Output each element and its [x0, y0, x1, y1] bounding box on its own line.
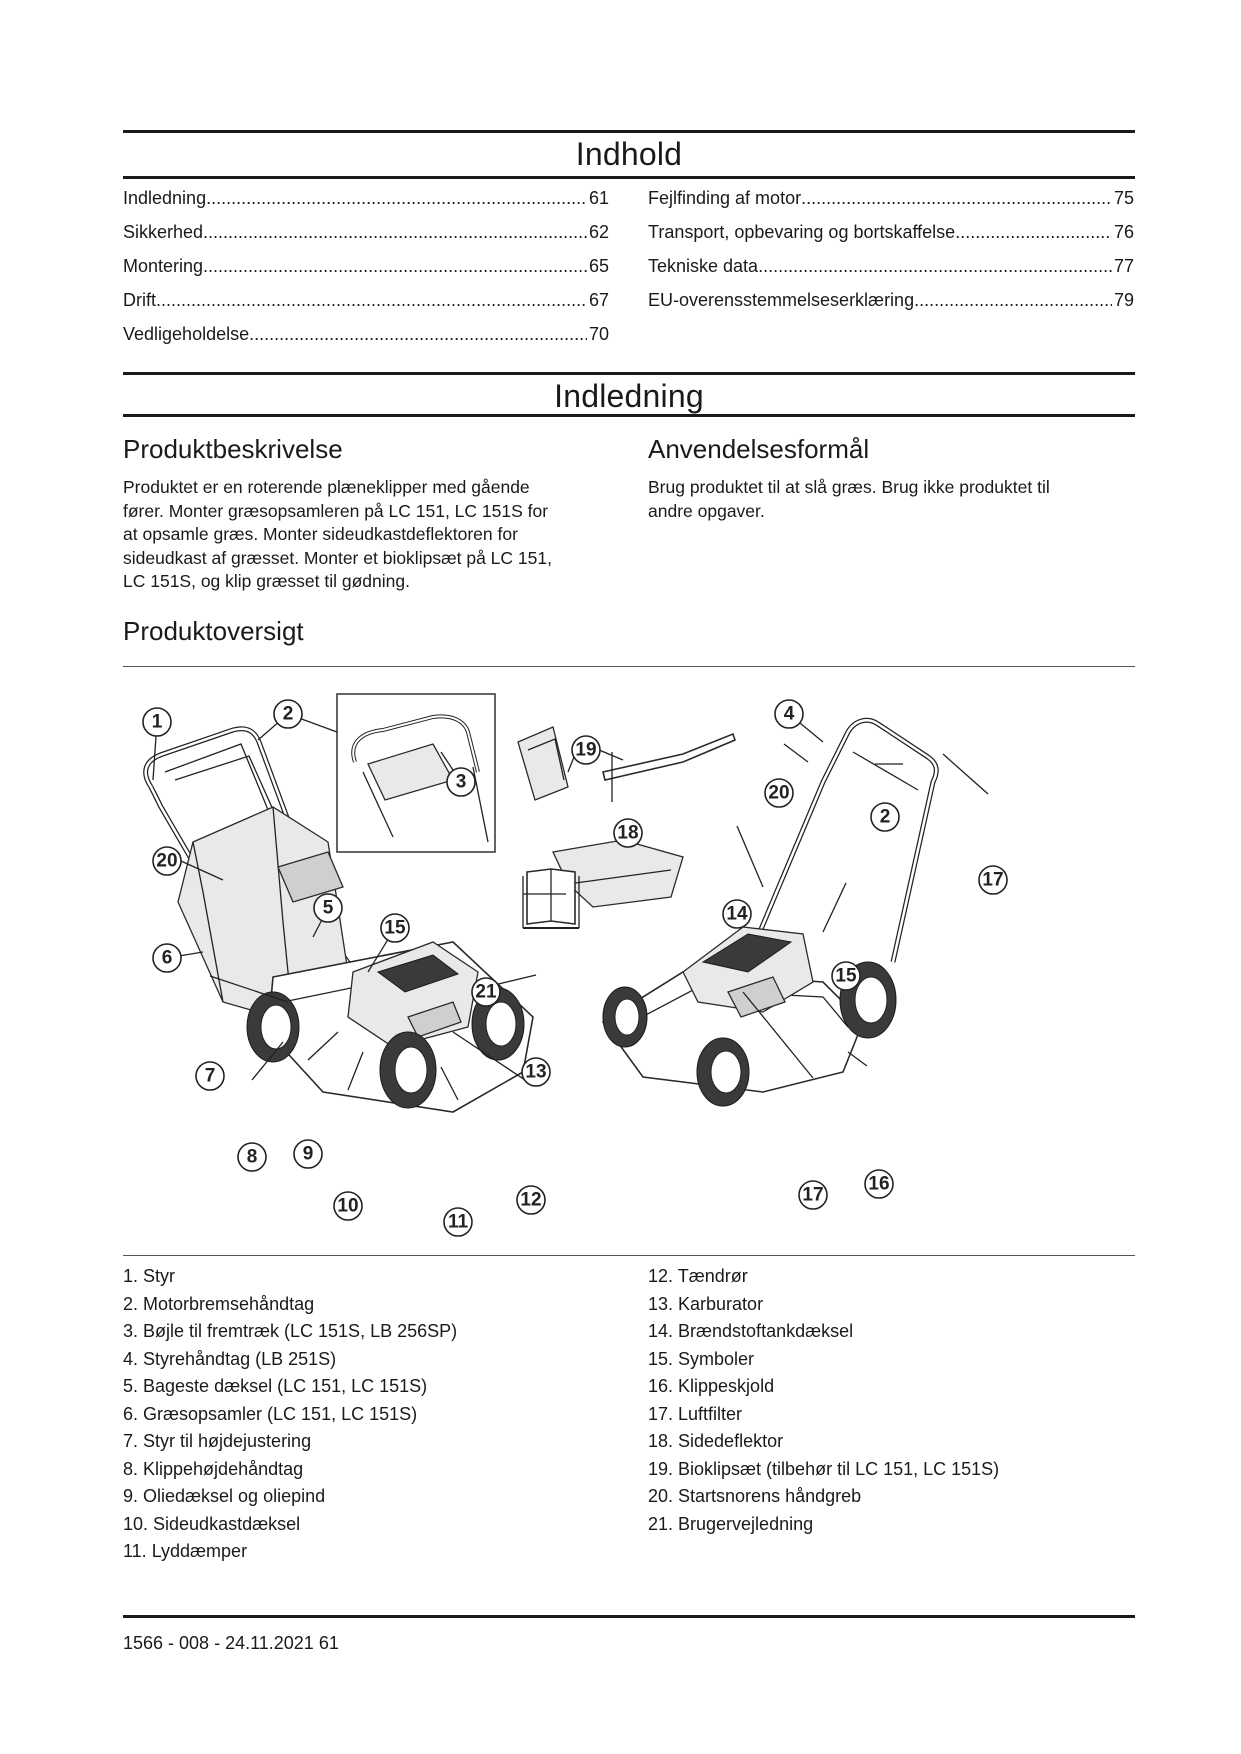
legend-item: 5. Bageste dæksel (LC 151, LC 151S) — [123, 1376, 428, 1396]
svg-text:2: 2 — [282, 703, 294, 725]
svg-text:7: 7 — [204, 1065, 216, 1087]
legend-item: 9. Oliedæksel og oliepind — [123, 1486, 326, 1506]
callout-3 — [447, 768, 475, 796]
legend-item: 7. Styr til højdejustering — [123, 1431, 312, 1451]
toc-entry[interactable]: Vedligeholdelse ..... 70 — [123, 324, 609, 358]
legend-item: 1. Styr — [123, 1266, 176, 1286]
callout-2 — [274, 700, 302, 728]
intro-title: Indledning — [554, 378, 704, 414]
legend-item: 6. Græsopsamler (LC 151, LC 151S) — [123, 1403, 418, 1424]
legend-item: 21. Brugervejledning — [648, 1513, 814, 1534]
legend-right — [648, 1263, 999, 1538]
callout-14 — [723, 900, 751, 928]
svg-text:6: 6 — [161, 947, 173, 969]
legend-item: 10. Sideudkastdæksel — [123, 1513, 301, 1534]
right-mower-front-wheel-left — [603, 987, 647, 1047]
callout-11 — [444, 1208, 472, 1236]
overview-top-rule — [123, 666, 1135, 667]
toc-entry[interactable]: Transport, opbevaring og bortskaffelse ..... 76 — [648, 222, 1134, 256]
svg-text:18: 18 — [617, 822, 639, 844]
legend-item: 14. Brændstoftankdæksel — [648, 1321, 854, 1341]
legend-item: 3. Bøjle til fremtræk (LC 151S, LB 256SP) — [123, 1321, 458, 1341]
legend-item: 16. Klippeskjold — [648, 1376, 775, 1396]
callout-18 — [614, 819, 642, 847]
footer-rule — [123, 1615, 1135, 1618]
callout-4 — [775, 700, 803, 728]
callout-16 — [865, 1170, 893, 1198]
toc-entry[interactable]: Fejlfinding af motor ..... 75 — [648, 188, 1134, 222]
callout-17-right — [979, 866, 1007, 894]
svg-text:21: 21 — [475, 981, 497, 1003]
product-description-text: Produktet er en roterende plæneklipper med gående fører. Monter græsopsamleren på LC 151, LC 151S for at opsamle græs. Monter sideudkastdeflektoren for sideudkast af græsset. Monter et bioklipsæt på LC 151, LC 151S, og klip græsset til gødning. — [123, 477, 552, 591]
left-mower-front-wheel-left — [380, 1032, 436, 1108]
operator-manual-book-icon — [523, 869, 579, 928]
toc-entry[interactable]: EU-overensstemmelseserklæring ..... 79 — [648, 290, 1134, 324]
toc-left-column — [123, 188, 609, 358]
overview-bottom-rule — [123, 1255, 1135, 1256]
intro-bottom-rule — [123, 414, 1135, 417]
toc-title: Indhold — [575, 136, 683, 172]
svg-text:11: 11 — [447, 1211, 469, 1233]
callout-7 — [196, 1062, 224, 1090]
callout-20-right — [765, 779, 793, 807]
callout-21 — [472, 978, 500, 1006]
svg-text:5: 5 — [322, 897, 334, 919]
callout-10 — [334, 1192, 362, 1220]
svg-text:16: 16 — [868, 1173, 890, 1195]
product-overview-illustration — [123, 672, 1135, 1252]
toc-entry[interactable]: Drift ..... 67 — [123, 290, 609, 324]
svg-text:8: 8 — [246, 1146, 258, 1168]
legend-item: 20. Startsnorens håndgreb — [648, 1486, 862, 1506]
product-overview-heading: Produktoversigt — [123, 616, 304, 646]
legend-item: 19. Bioklipsæt (tilbehør til LC 151, LC 151S) — [648, 1458, 1000, 1479]
svg-text:17: 17 — [802, 1184, 824, 1206]
callout-15-right — [832, 962, 860, 990]
footer-text: 1566 - 008 - 24.11.2021 61 — [123, 1633, 339, 1653]
intended-use-text: Brug produktet til at slå græs. Brug ikke produktet til andre opgaver. — [648, 477, 1050, 521]
legend-item: 17. Luftfilter — [648, 1403, 743, 1424]
accessory-bioclip-kit — [518, 727, 735, 800]
svg-text:10: 10 — [337, 1195, 359, 1217]
svg-text:17: 17 — [982, 869, 1004, 891]
legend-item: 11. Lyddæmper — [123, 1541, 248, 1561]
callout-2-right — [871, 803, 899, 831]
callout-9 — [294, 1140, 322, 1168]
svg-text:14: 14 — [726, 903, 748, 925]
legend-item: 15. Symboler — [648, 1348, 755, 1369]
toc-top-rule — [123, 130, 1135, 133]
callout-5 — [314, 894, 342, 922]
toc-entry[interactable]: Indledning ..... 61 — [123, 188, 609, 222]
callout-6 — [153, 944, 181, 972]
left-mower-rear-wheel — [247, 992, 299, 1062]
toc-entry[interactable]: Montering ..... 65 — [123, 256, 609, 290]
right-mower-front-wheel-right — [697, 1038, 749, 1106]
callout-20-left — [153, 847, 181, 875]
svg-text:15: 15 — [384, 917, 406, 939]
callout-1 — [143, 708, 171, 736]
callout-15-left — [381, 914, 409, 942]
svg-text:3: 3 — [455, 771, 467, 793]
callout-17-bottom — [799, 1181, 827, 1209]
legend-item: 18. Sidedeflektor — [648, 1431, 784, 1451]
legend-item: 4. Styrehåndtag (LB 251S) — [123, 1348, 337, 1369]
callout-13 — [522, 1058, 550, 1086]
toc-right-column — [648, 188, 1134, 324]
toc-entry[interactable]: Sikkerhed ..... 62 — [123, 222, 609, 256]
legend-item: 8. Klippehøjdehåndtag — [123, 1458, 304, 1479]
callout-8 — [238, 1143, 266, 1171]
svg-text:1: 1 — [151, 711, 163, 733]
legend-item: 2. Motorbremsehåndtag — [123, 1293, 315, 1314]
svg-text:20: 20 — [768, 782, 790, 804]
toc-entry[interactable]: Tekniske data ..... 77 — [648, 256, 1134, 290]
right-mower-drawing — [603, 720, 936, 1106]
legend-item: 12. Tændrør — [648, 1266, 748, 1286]
legend-item: 13. Karburator — [648, 1293, 764, 1314]
intro-top-rule — [123, 372, 1135, 375]
svg-text:12: 12 — [520, 1189, 542, 1211]
callout-19 — [572, 736, 600, 764]
svg-text:13: 13 — [525, 1061, 547, 1083]
svg-text:9: 9 — [302, 1143, 314, 1165]
legend-left — [123, 1263, 457, 1566]
intended-use-heading: Anvendelsesformål — [648, 434, 870, 464]
callout-12 — [517, 1186, 545, 1214]
svg-text:2: 2 — [879, 806, 891, 828]
toc-bottom-rule — [123, 176, 1135, 179]
svg-text:19: 19 — [575, 739, 597, 761]
product-description-heading: Produktbeskrivelse — [123, 434, 343, 464]
svg-text:20: 20 — [156, 850, 178, 872]
svg-text:4: 4 — [783, 703, 795, 725]
svg-text:15: 15 — [835, 965, 857, 987]
